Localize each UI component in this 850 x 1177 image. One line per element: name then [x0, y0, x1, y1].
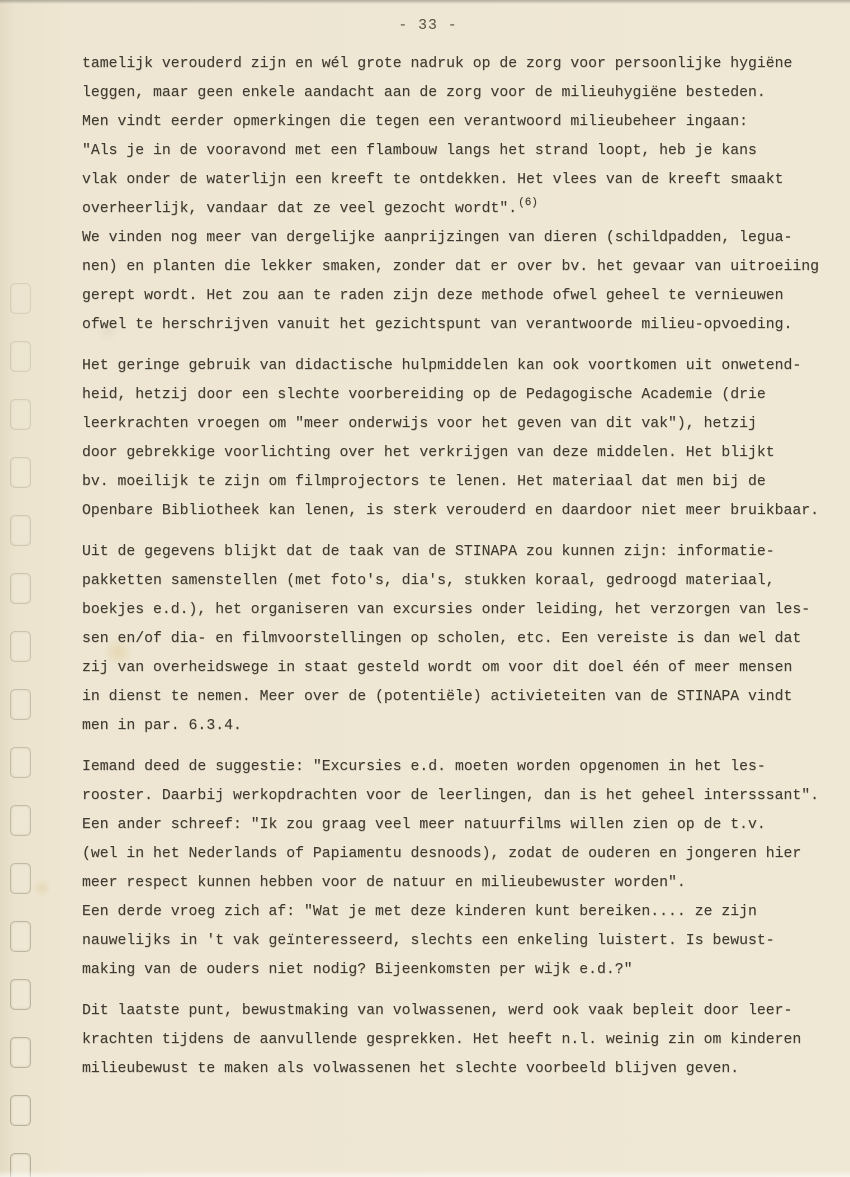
punch-hole: [10, 573, 31, 604]
paragraph: [82, 352, 842, 526]
text-line: Een ander schreef: "Ik zou graag veel meer natuurfilms willen zien op de t.v.: [82, 817, 766, 833]
text-line: in dienst te nemen. Meer over de (potentiële) activieteiten van de STINAPA vindt: [82, 689, 793, 705]
punch-hole: [10, 747, 31, 778]
text-line: bv. moeilijk te zijn om filmprojectors te lenen. Het materiaal dat men bij de: [82, 474, 766, 490]
text-line: meer respect kunnen hebben voor de natuur en milieubewuster worden".: [82, 875, 686, 891]
paragraph: [82, 753, 842, 985]
text-line: gerept wordt. Het zou aan te raden zijn deze methode ofwel geheel te vernieuwen: [82, 288, 784, 304]
text-line: We vinden nog meer van dergelijke aanprijzingen van dieren (schildpadden, legua-: [82, 230, 793, 246]
punch-hole: [10, 979, 31, 1010]
text-line: milieubewust te maken als volwassenen het slechte voorbeeld blijven geven.: [82, 1061, 740, 1077]
text-line: sen en/of dia- en filmvoorstellingen op scholen, etc. Een vereiste is dan wel dat: [82, 631, 802, 647]
text-line: men in par. 6.3.4.: [82, 718, 242, 734]
punch-hole: [10, 1095, 31, 1126]
punch-hole: [10, 805, 31, 836]
binder-punch-hole-strip: [0, 0, 50, 1177]
text-line: (wel in het Nederlands of Papiamentu desnoods), zodat de ouderen en jongeren hier: [82, 846, 802, 862]
text-line: Iemand deed de suggestie: "Excursies e.d. moeten worden opgenomen in het les-: [82, 759, 766, 775]
text-line: Openbare Bibliotheek kan lenen, is sterk verouderd en daardoor niet meer bruikbaar.: [82, 503, 820, 519]
text-line: vlak onder de waterlijn een kreeft te ontdekken. Het vlees van de kreeft smaakt: [82, 172, 784, 188]
text-line: leggen, maar geen enkele aandacht aan de zorg voor de milieuhygiëne besteden.: [82, 85, 766, 101]
text-line-segment: overheerlijk, vandaar dat ze veel gezocht wordt".: [82, 201, 518, 217]
text-line: boekjes e.d.), het organiseren van excursies onder leiding, het verzorgen van les-: [82, 602, 811, 618]
paragraph: [82, 50, 842, 340]
paragraph: [82, 997, 842, 1084]
text-line: door gebrekkige voorlichting over het verkrijgen van deze middelen. Het blijkt: [82, 445, 775, 461]
punch-hole: [10, 921, 31, 952]
text-line: nen) en planten die lekker smaken, zonder dat er over bv. het gevaar van uitroeiing: [82, 259, 820, 275]
document-body: [82, 50, 842, 1096]
text-line: Een derde vroeg zich af: "Wat je met deze kinderen kunt bereiken.... ze zijn: [82, 904, 757, 920]
text-line: rooster. Daarbij werkopdrachten voor de leerlingen, dan is het geheel intersssant".: [82, 788, 820, 804]
text-line: heid, hetzij door een slechte voorbereiding op de Pedagogische Academie (drie: [82, 387, 766, 403]
punch-hole: [10, 1153, 31, 1177]
scan-edge-top: [0, 0, 850, 4]
paragraph: [82, 538, 842, 741]
punch-hole: [10, 631, 31, 662]
text-line: "Als je in de vooravond met een flambouw langs het strand loopt, heb je kans: [82, 143, 757, 159]
punch-hole: [10, 457, 31, 488]
text-line: Men vindt eerder opmerkingen die tegen een verantwoord milieubeheer ingaan:: [82, 114, 748, 130]
punch-hole: [10, 341, 31, 372]
text-line: krachten tijdens de aanvullende gesprekken. Het heeft n.l. weinig zin om kinderen: [82, 1032, 802, 1048]
footnote-marker: (6): [518, 197, 538, 209]
scan-edge-bottom: [0, 1170, 850, 1177]
text-line: pakketten samenstellen (met foto's, dia's, stukken koraal, gedroogd materiaal,: [82, 573, 775, 589]
text-line: Het geringe gebruik van didactische hulpmiddelen kan ook voortkomen uit onwetend-: [82, 358, 802, 374]
punch-hole: [10, 689, 31, 720]
text-line: leerkrachten vroegen om "meer onderwijs voor het geven van dit vak"), hetzij: [82, 416, 757, 432]
text-line: making van de ouders niet nodig? Bijeenkomsten per wijk e.d.?": [82, 962, 633, 978]
punch-hole: [10, 283, 31, 314]
text-line: [82, 195, 842, 224]
text-line: nauwelijks in 't vak geïnteresseerd, slechts een enkeling luistert. Is bewust-: [82, 933, 775, 949]
text-line: tamelijk verouderd zijn en wél grote nadruk op de zorg voor persoonlijke hygiëne: [82, 56, 793, 72]
text-line: Uit de gegevens blijkt dat de taak van de STINAPA zou kunnen zijn: informatie-: [82, 544, 775, 560]
punch-hole: [10, 863, 31, 894]
punch-hole: [10, 515, 31, 546]
punch-hole: [10, 1037, 31, 1068]
text-line: Dit laatste punt, bewustmaking van volwassenen, werd ook vaak bepleit door leer-: [82, 1003, 793, 1019]
punch-hole: [10, 399, 31, 430]
text-line: zij van overheidswege in staat gesteld wordt om voor dit doel één of meer mensen: [82, 660, 793, 676]
page-number: - 33 -: [398, 18, 458, 34]
text-line: ofwel te herschrijven vanuit het gezichtspunt van verantwoorde milieu-opvoeding.: [82, 317, 793, 333]
